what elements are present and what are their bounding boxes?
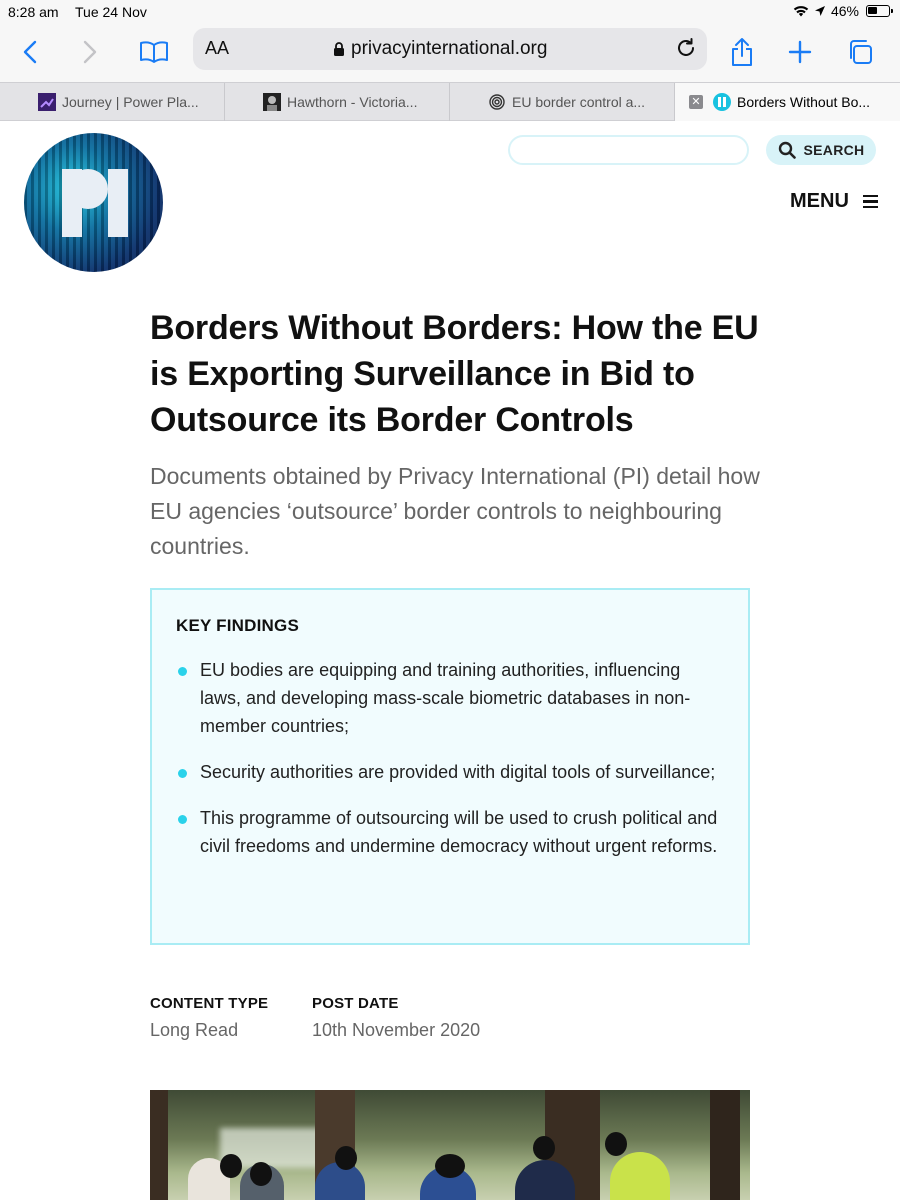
url-display[interactable] (333, 38, 547, 60)
share-button[interactable] (724, 34, 760, 70)
status-indicators (793, 3, 890, 19)
tab-label: Journey | Power Pla... (62, 94, 199, 110)
new-tab-button[interactable] (782, 34, 818, 70)
list-item (176, 804, 724, 860)
status-date: Tue 24 Nov (75, 4, 147, 20)
key-findings-box (150, 588, 750, 945)
article-subtitle: Documents obtained by Privacy International (PI) detail how EU agencies ‘outsource’ border controls to neighbouring countries. (150, 463, 760, 559)
bullet-icon (178, 667, 187, 676)
address-bar[interactable] (193, 28, 707, 70)
photo-redacted-face (435, 1154, 465, 1178)
location-arrow-icon (814, 5, 826, 17)
bullet-icon (178, 815, 187, 824)
photo-redacted-face (533, 1136, 555, 1160)
tab-borders-without-borders[interactable] (675, 83, 900, 121)
url-text: privacyinternational.org (351, 38, 548, 59)
site-search-button[interactable] (766, 135, 876, 165)
post-date-label: POST DATE (312, 995, 399, 1012)
key-findings-heading: KEY FINDINGS (176, 616, 299, 635)
tab-label: EU border control a... (512, 94, 646, 110)
list-item (176, 758, 724, 786)
lock-icon (333, 41, 345, 57)
portrait-favicon-icon (263, 93, 281, 111)
content-type-value[interactable]: Long Read (150, 1020, 239, 1040)
photo-person (610, 1152, 670, 1200)
status-time: 8:28 am (8, 4, 59, 20)
tabs-overview-button[interactable] (842, 34, 878, 70)
power-plant-favicon-icon (38, 93, 56, 111)
wifi-icon (793, 5, 809, 17)
back-button[interactable] (12, 34, 48, 70)
finding-text: This programme of outsourcing will be used to crush political and civil freedoms and undermine democracy without urgent reforms. (200, 808, 718, 856)
photo-redacted-face (220, 1154, 242, 1178)
close-tab-icon[interactable]: ✕ (689, 95, 703, 109)
hamburger-icon (863, 195, 878, 209)
menu-button[interactable] (790, 190, 878, 213)
content-type-label: CONTENT TYPE (150, 995, 269, 1012)
photo-tree-trunk (710, 1090, 740, 1200)
tabs-overview-icon (846, 38, 874, 66)
search-icon (778, 141, 796, 159)
logo-letter-p-bowl (68, 169, 108, 209)
fingerprint-favicon-icon (488, 93, 506, 111)
article-hero-image (150, 1090, 750, 1200)
photo-tree-trunk (150, 1090, 168, 1200)
reload-icon (675, 37, 697, 59)
content-type-meta (150, 995, 268, 1041)
tab-eu-border-control[interactable] (450, 83, 675, 121)
menu-label: MENU (790, 190, 849, 212)
post-date-meta (312, 995, 480, 1041)
list-item (176, 656, 724, 740)
logo-letter-i (108, 169, 128, 237)
battery-percent: 46% (830, 3, 859, 19)
tab-label: Borders Without Bo... (737, 94, 871, 110)
key-findings-list (176, 656, 724, 860)
share-icon (730, 37, 754, 67)
tab-bar (0, 82, 900, 121)
text-size-label: AA (205, 38, 230, 58)
status-bar (0, 0, 900, 24)
bookmarks-icon (139, 40, 169, 64)
finding-text: EU bodies are equipping and training authorities, influencing laws, and developing mass-scale biometric databases in non-member countries; (200, 660, 691, 736)
tab-label: Hawthorn - Victoria... (287, 94, 418, 110)
battery-icon (866, 5, 890, 17)
photo-redacted-face (605, 1132, 627, 1156)
article-title: Borders Without Borders: How the EU is Exporting Surveillance in Bid to Outsource its Border Controls (150, 309, 759, 439)
photo-redacted-face (250, 1162, 272, 1186)
tab-journey[interactable] (0, 83, 225, 121)
forward-icon (82, 40, 98, 64)
finding-text: Security authorities are provided with digital tools of surveillance; (200, 762, 716, 782)
text-size-button[interactable] (205, 38, 229, 59)
forward-button[interactable] (72, 34, 108, 70)
privacy-international-logo[interactable] (24, 133, 163, 272)
bookmarks-button[interactable] (136, 34, 172, 70)
search-button-label: SEARCH (803, 142, 865, 158)
new-tab-icon (788, 40, 812, 64)
photo-redacted-face (335, 1146, 357, 1170)
site-search-input[interactable] (508, 135, 749, 165)
reload-button[interactable] (675, 37, 697, 64)
post-date-value: 10th November 2020 (312, 1020, 481, 1040)
pi-favicon-icon (713, 93, 731, 111)
bullet-icon (178, 769, 187, 778)
back-icon (22, 40, 38, 64)
tab-hawthorn[interactable] (225, 83, 450, 121)
browser-toolbar (0, 24, 900, 82)
